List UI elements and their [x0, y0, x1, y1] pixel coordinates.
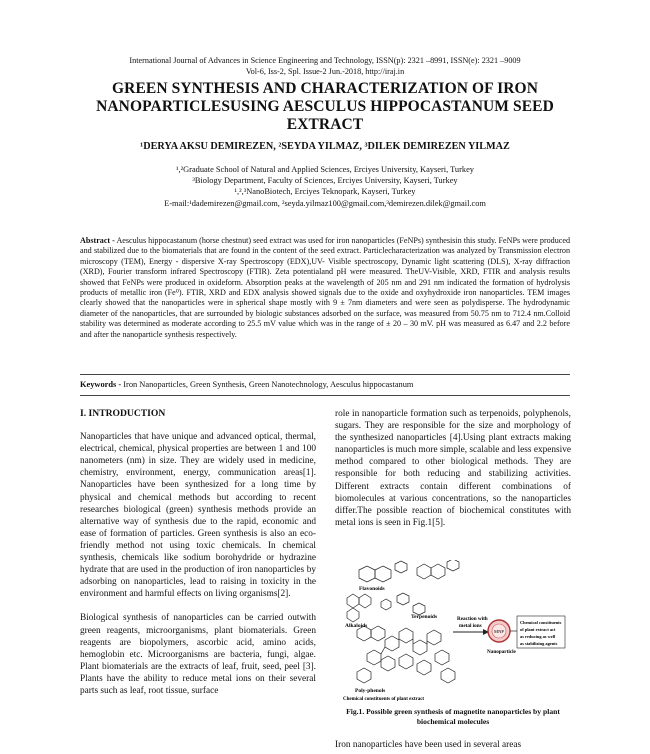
- intro-paragraph-3: role in nanoparticle formation such as terpenoids, polyphenols, sugars. They are responsible for the size and morphology of the synthesized nanoparticles [4].Using plant extracts making nanoparticles is much more simple, scalable and less expensive method compared to other biological methods. They are responsible for both reducing and stabilizing activities. Different extracts contain different combinations of biomolecules at various concentrations, so the nanoparticles differ.The possible reaction of biochemical constitutes with metal ions is seen in Fig.1[5].: [335, 409, 571, 528]
- affiliations: [40, 164, 610, 209]
- figure-1-diagram: [337, 560, 567, 702]
- polyphenols-label: Poly-phenols: [355, 688, 386, 694]
- divider-bottom: [80, 395, 570, 396]
- journal-line-1: International Journal of Advances in Science Engineering and Technology, ISSN(p): 2321 –8991, ISSN(e): 2321 –9009: [129, 56, 521, 65]
- note-line-3: as reducing as well: [520, 634, 556, 639]
- keywords-label: Keywords -: [80, 380, 122, 389]
- author-list: ¹DERYA AKSU DEMIREZEN, ²SEYDA YILMAZ, ³DILEK DEMIREZEN YILMAZ: [140, 141, 510, 152]
- mnp-label: MNP: [494, 629, 504, 634]
- abstract-block: [80, 236, 570, 340]
- reaction-label: Reaction with: [457, 616, 488, 622]
- figure-caption: Fig.1. Possible green synthesis of magnetite nanoparticles by plant biochemical molecules: [346, 707, 560, 726]
- right-column: [335, 408, 571, 541]
- keywords-block: [80, 380, 570, 389]
- abstract-label: Abstract -: [80, 236, 115, 245]
- metal-ions-label: metal ions: [459, 623, 482, 629]
- alkaloids-label: Alkaloids: [345, 623, 368, 629]
- note-line-1: Chemical constituents: [520, 620, 562, 625]
- keywords-text: Iron Nanoparticles, Green Synthesis, Green Nanotechnology, Aesculus hippocastanum: [123, 380, 414, 389]
- note-line-2: of plant extract act: [520, 627, 556, 632]
- journal-header: [40, 55, 610, 77]
- left-column: [80, 408, 316, 709]
- section-heading: I. INTRODUCTION: [80, 408, 166, 419]
- affiliation-1: ¹,²Graduate School of Natural and Applied Sciences, Erciyes University, Kayseri, Turkey: [176, 165, 474, 174]
- terpenoids-label: Terpenoids: [411, 614, 438, 620]
- journal-line-2: Vol-6, Iss-2, Spl. Issue-2 Jun.-2018, http://iraj.in: [245, 67, 405, 76]
- paper-title: GREEN SYNTHESIS AND CHARACTERIZATION OF IRON NANOPARTICLESUSING AESCULUS HIPPOCASTANUM SEED EXTRACT: [96, 80, 554, 133]
- flavonoids-label: Flavonoids: [359, 586, 385, 592]
- affiliation-2: ³Biology Department, Faculty of Sciences, Erciyes University, Kayseri, Turkey: [192, 176, 458, 186]
- nanoparticle-label: Nanoparticle: [487, 649, 516, 655]
- email-line: E-mail:¹dademirezen@gmail.com, ²seyda.yilmaz100@gmail.com,³demirezen.dilek@gmail.com: [164, 198, 486, 208]
- affiliation-3: ¹,²,³NanoBiotech, Erciyes Teknopark, Kayseri, Turkey: [234, 187, 416, 197]
- abstract-text: Aesculus hippocastanum (horse chestnut) seed extract was used for iron nanoparticles (FeNPs) synthesisin this study. FeNPs were produced and stabilized due to the biomaterials that are found in the content of the seed extract. Particlecharacterization was analyzed by Transmission electron microscopy (TEM), Energy - dispersive X-ray Spectroscopy (EDX),UV- Visible spectroscopy, Dynamic light scattering (DLS), X-ray diffraction (XRD), Fourier transform infrared Spectroscopy (FTIR). Zeta potentialand pH were measured. TheUV-Visible, XRD, FTIR and analysis results showed that FeNPs were produced in oxideform. Absorption peaks at the wavelength of 205 nm and 291 nm indicated the formation of hydrolysis products of metallic iron (Fe⁰). FTIR, XRD and EDX analysis showed signals due to the oxide and oxyhydroxide iron nanoparticles. TEM images clearly showed that the nanoparticles were in spherical shape mostly with 9 ± 7nm diameters and were seen as polydisperse. The hydrodynamic diameter of the nanoparticles, that are surrounded by biologic substances adsorbed on the surface, was measured from 50.75 nm to 712.4 nm.Colloid stability was determined as moderate according to 25.5 mV value which was in the range of ± 20 – 30 mV. pH was measured as 6.47 and 2.2 before and after the nanoparticle synthesis respectively.: [80, 236, 571, 339]
- constituents-label: Chemical constituents of plant extract: [343, 697, 425, 702]
- intro-paragraph-4: Iron nanoparticles have been used in several areas: [335, 740, 522, 750]
- intro-paragraph-2: Biological synthesis of nanoparticles can be carried outwith green reagents, microorganisms, plant biomaterials. Green reagents are biopolymers, ascorbic acid, amino acids, hemoglobin etc. Microorganisms are bacteria, fungi, algae. Plant biomaterials are the extracts of leaf, fruit, seed, peel [3]. Plants have the ability to reduce metal ions on their several parts such as leaf, root tissue, surface: [80, 613, 316, 696]
- note-line-4: as stabilizing agents: [520, 641, 558, 646]
- divider-top: [80, 374, 570, 375]
- intro-paragraph-1: Nanoparticles that have unique and advanced optical, thermal, electrical, chemical, physical properties are between 1 and 100 nanometers (nm) in size. They are widely used in medicine, chemistry, environment, energy, communication areas[1]. Nanoparticles have been synthesized for a long time by physical and chemical methods but according to recent researches biological (green) synthesis methods provide an alternative way of synthesis due to the rapid, economic and ease of formation of particles. Green synthesis is also an eco-friendly method not using toxic chemicals. In chemical synthesis, chemicals like sodium borohydride or hydrazine hydrate that are used in the production of iron nanoparticles by adsorbing on nanoparticles, lead to raising in toxicity in the environment and harmful effects on living organisms[2].: [80, 432, 316, 600]
